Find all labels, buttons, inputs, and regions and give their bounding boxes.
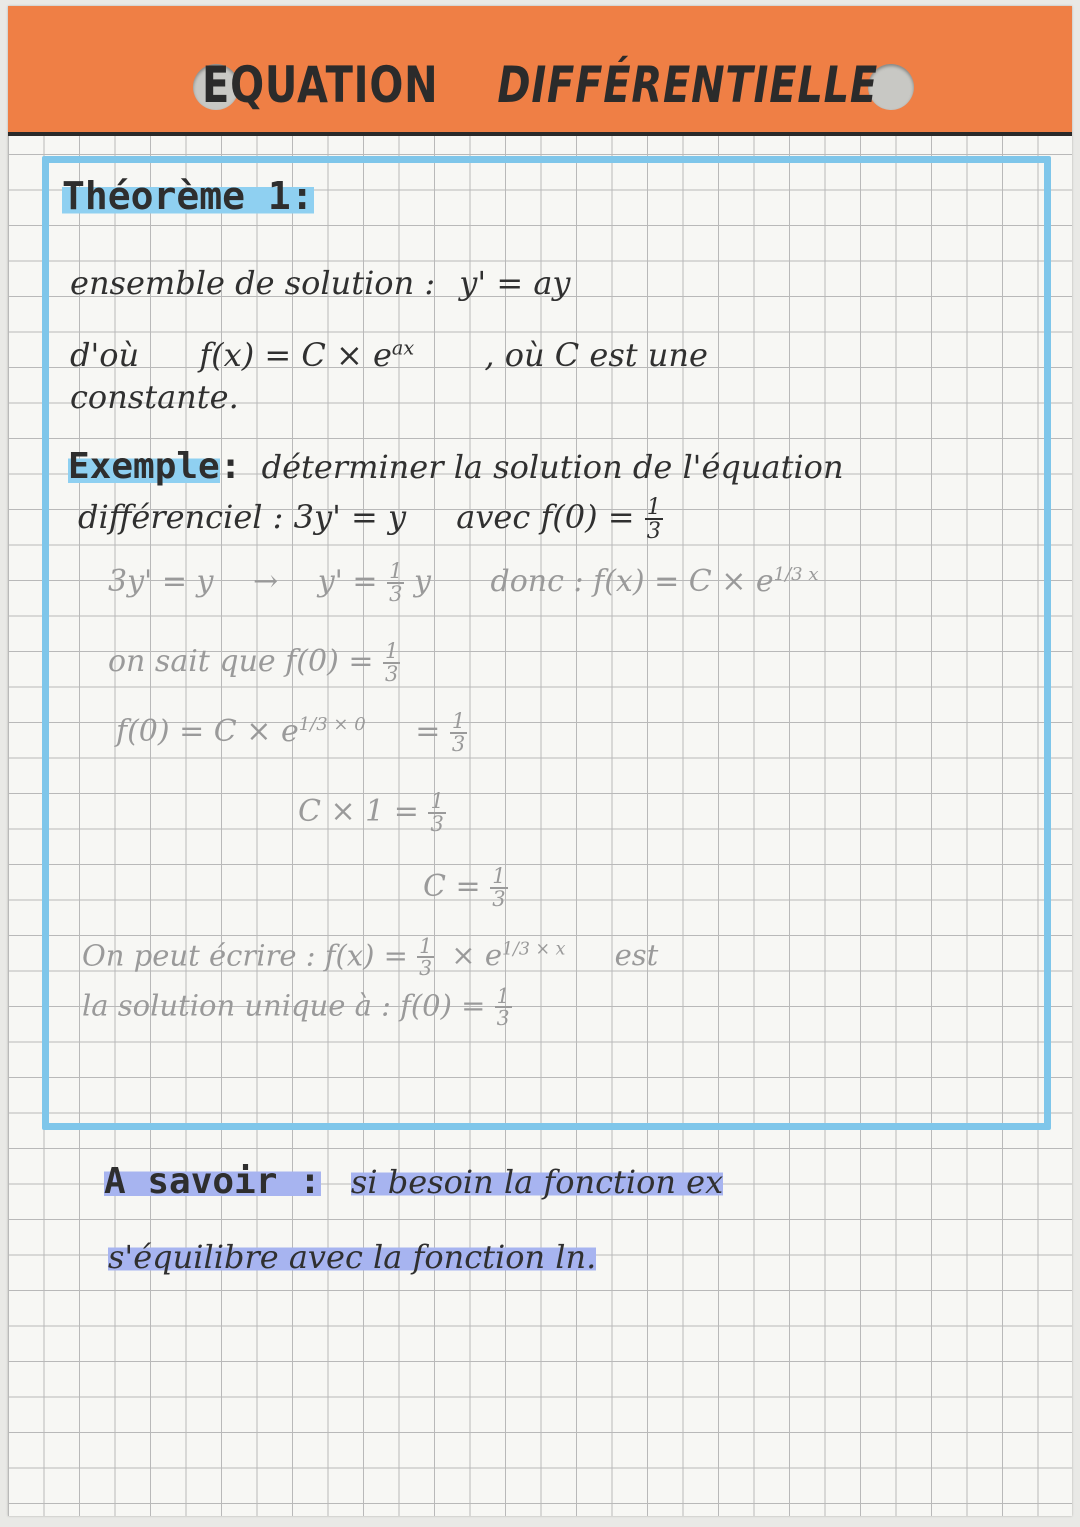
example-step-1: 3y' = y → y' = $\frac{1}{3}$ y donc : $f(x) = C \times e^{1/3 x}$ [108,559,819,606]
example-step-3: $f(0) = C \times e^{1/3 \times 0}$ = $\frac{1}{3}$ [116,709,466,756]
notebook-page [8,6,1072,1516]
title-part-2: DIFFÉRENTIELLE [497,56,879,114]
theorem-line-2: d'où $f(x) = C \times e^{ax}$ , où C est une [70,336,708,374]
a-savoir-text-1: si besoin la fonction ex [350,1163,724,1201]
a-savoir-text-2: s'équilibre avec la fonction ln. [108,1238,597,1276]
example-conclusion-line-1: On peut écrire : f(x) = $\frac{1}{3}$ × $e^{1/3 \times x}$ est [82,934,659,981]
a-savoir-label: A savoir : [104,1161,321,1202]
a-savoir-line-1 [104,1161,723,1202]
theorem-line-3: constante. [70,378,239,416]
page-title [114,56,965,114]
example-statement-line-2: différenciel : 3y' = y avec f(0) = $\frac{1}{3}$ [78,494,662,545]
example-step-2: on sait que f(0) = $\frac{1}{3}$ [108,639,399,686]
example-statement-line-1: Exemple: déterminer la solution de l'équation [68,446,844,487]
a-savoir-line-2 [108,1238,596,1276]
theorem-heading: Théorème 1: [62,174,314,218]
example-conclusion-line-2: la solution unique à : f(0) = $\frac{1}{3}$ [82,984,510,1031]
example-step-4: C × 1 = $\frac{1}{3}$ [298,789,444,836]
theorem-line-1: ensemble de solution : y' = ay [70,264,571,302]
example-step-5: C = $\frac{1}{3}$ [423,864,506,911]
title-part-1: EQUATION [201,56,439,114]
